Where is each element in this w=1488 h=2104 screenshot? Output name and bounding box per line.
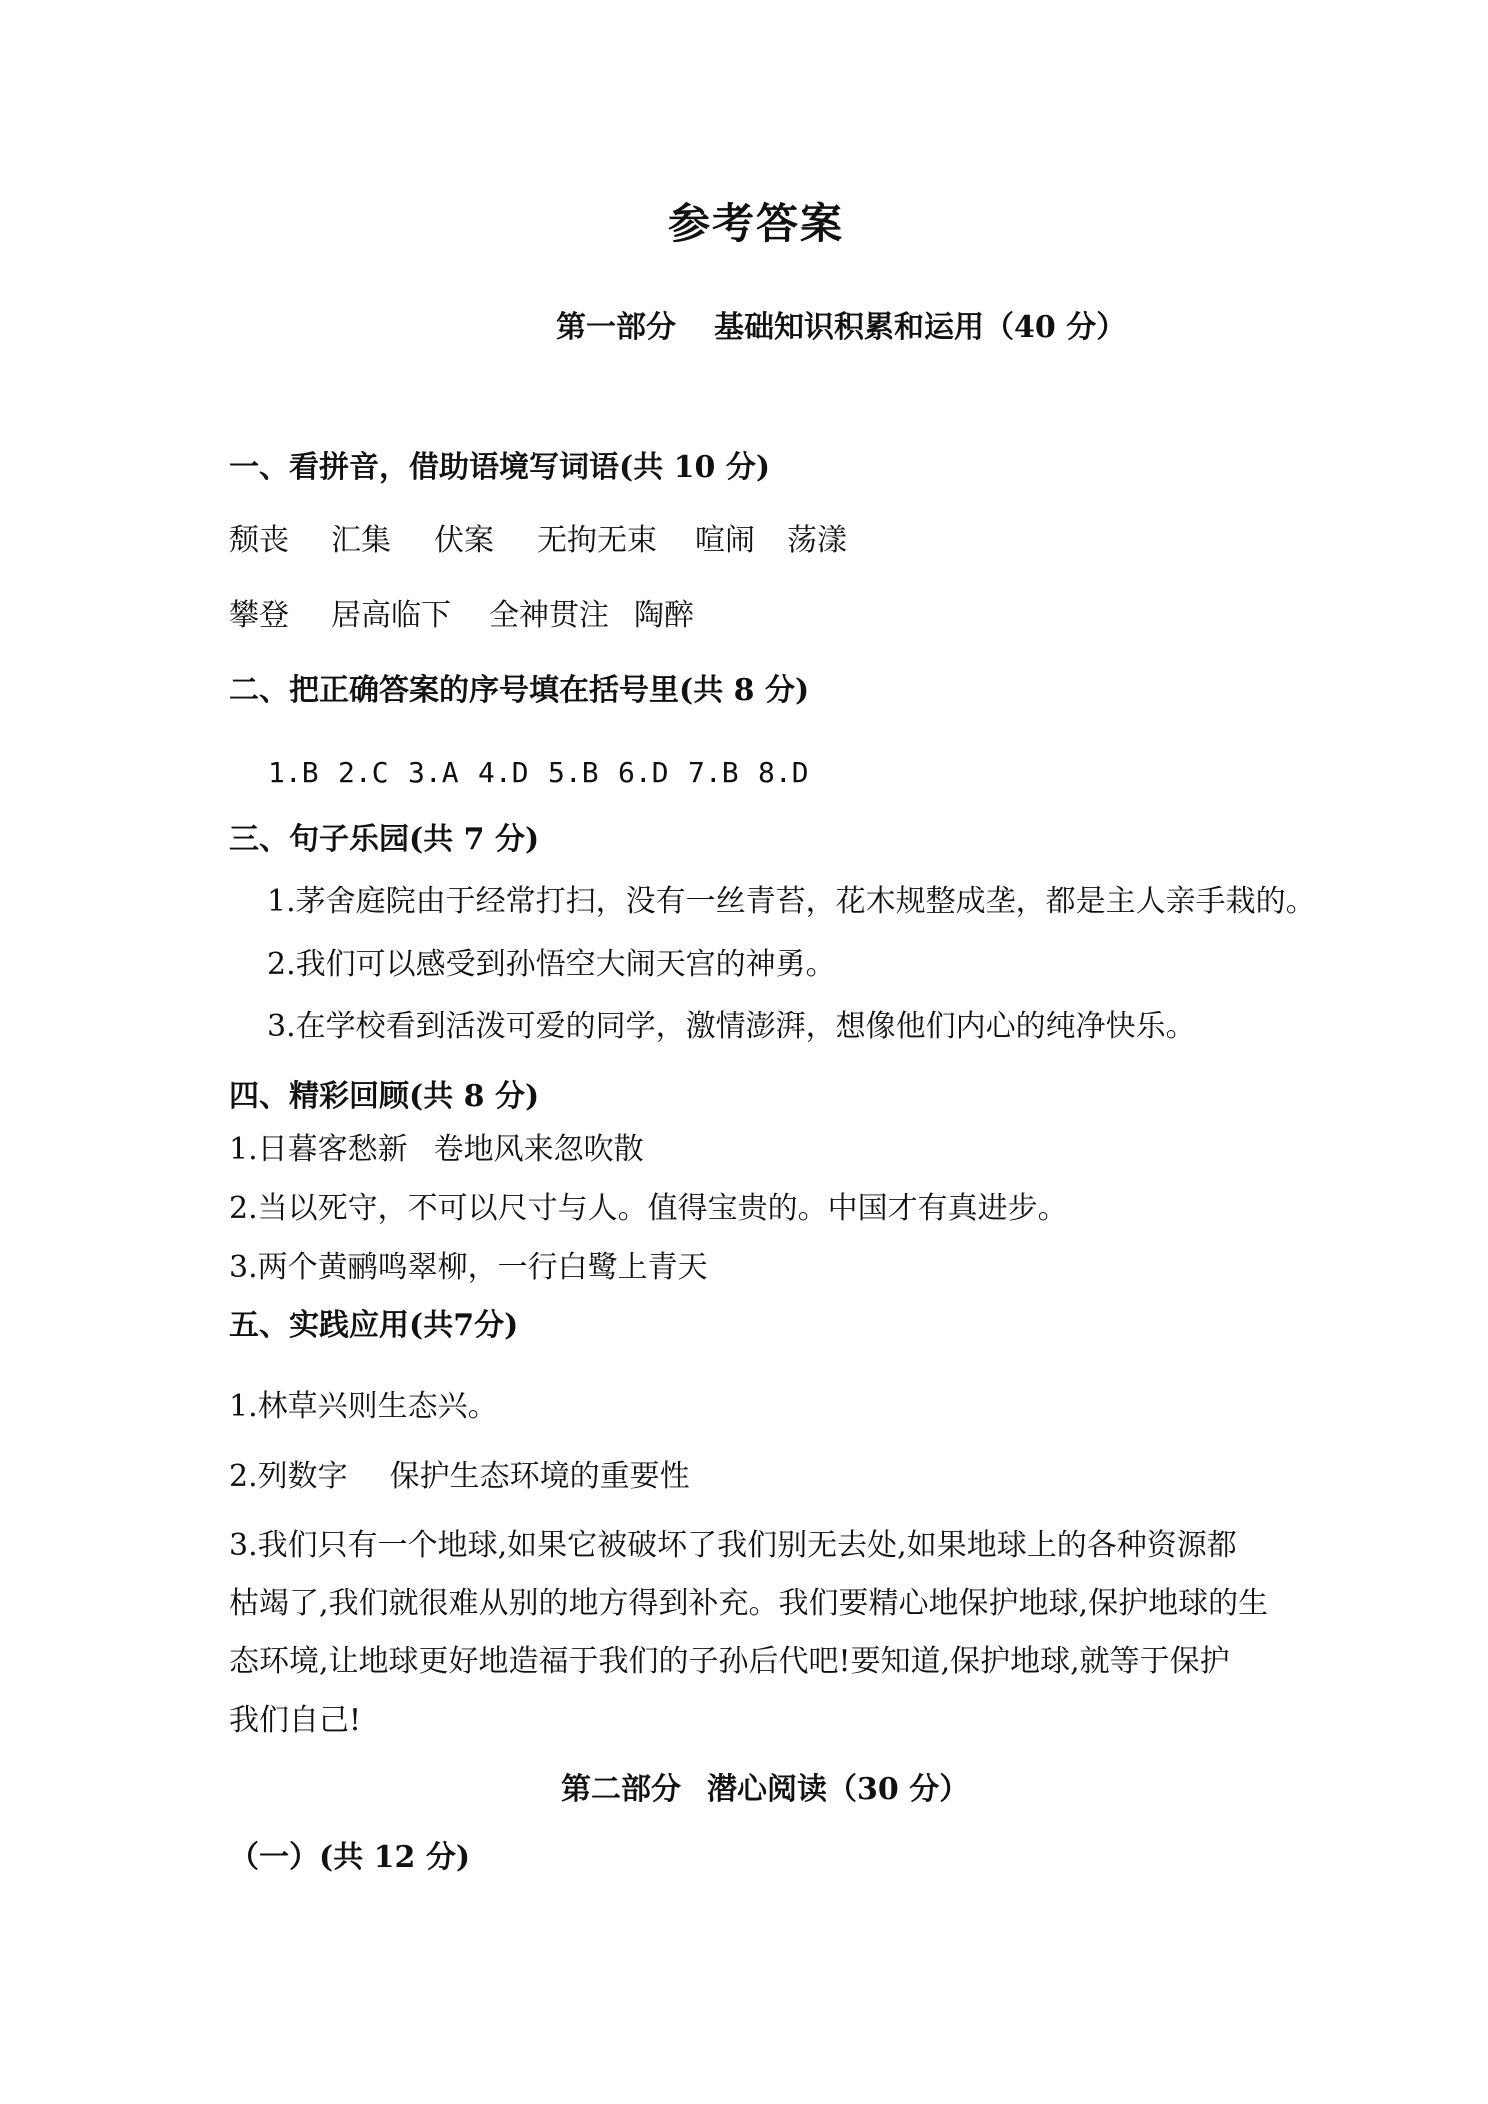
section5-item2 (229, 1457, 690, 1497)
section5-item3-line: 3.我们只有一个地球,如果它被破坏了我们别无去处,如果地球上的各种资源都 (229, 1528, 1237, 1563)
poem-line: 1.日暮客愁新 (229, 1132, 408, 1167)
section5-item1: 1.林草兴则生态兴。 (229, 1389, 498, 1424)
section1-row1 (229, 521, 847, 561)
word: 颓丧 (229, 523, 289, 558)
section5-item3-line: 我们自己! (229, 1703, 362, 1738)
answer-part: 保护生态环境的重要性 (389, 1459, 690, 1494)
part1-heading (556, 308, 1126, 348)
section4-item3: 3.两个黄鹂鸣翠柳，一行白鹭上青天 (229, 1250, 708, 1285)
part2-heading (561, 1770, 969, 1810)
part1-label: 第一部分 (556, 310, 676, 345)
section3-heading: 三、句子乐园(共 7 分) (229, 822, 540, 857)
answer-item: 5.B (548, 756, 599, 789)
section5-heading: 五、实践应用(共7分) (229, 1308, 519, 1343)
section5-item3-line: 态环境,让地球更好地造福于我们的子孙后代吧!要知道,保护地球,就等于保护 (229, 1644, 1230, 1679)
section3-item: 1.茅舍庭院由于经常打扫，没有一丝青苔，花木规整成垄，都是主人亲手栽的。 (267, 884, 1316, 919)
section5-item3-line: 枯竭了,我们就很难从别的地方得到补充。我们要精心地保护地球,保护地球的生 (229, 1586, 1269, 1621)
word: 全神贯注 (489, 598, 609, 633)
section4-item1 (229, 1130, 644, 1170)
answer-item: 6.D (618, 756, 669, 789)
word: 汇集 (331, 523, 391, 558)
section1-row2 (229, 596, 694, 636)
word: 攀登 (229, 598, 289, 633)
answer-part: 2.列数字 (229, 1459, 348, 1494)
poem-line: 卷地风来忽吹散 (433, 1132, 644, 1167)
word: 居高临下 (331, 598, 451, 633)
word: 喧闹 (695, 523, 755, 558)
section4-item2: 2.当以死守，不可以尺寸与人。值得宝贵的。中国才有真进步。 (229, 1191, 1068, 1226)
part1-name: 基础知识积累和运用（40 分） (714, 310, 1127, 345)
page-title: 参考答案 (668, 199, 845, 248)
word: 陶醉 (634, 598, 694, 633)
section2-answers (268, 753, 809, 793)
answer-item: 2.C (338, 756, 389, 789)
answer-item: 8.D (758, 756, 809, 789)
reading-sub1-heading: （一）(共 12 分) (229, 1840, 471, 1875)
part2-name: 潜心阅读（30 分） (707, 1772, 970, 1807)
section2-heading: 二、把正确答案的序号填在括号里(共 8 分) (229, 673, 810, 708)
section1-heading: 一、看拼音，借助语境写词语(共 10 分) (229, 450, 771, 485)
part2-label: 第二部分 (561, 1772, 681, 1807)
answer-item: 1.B (268, 756, 319, 789)
answer-item: 4.D (478, 756, 529, 789)
section4-heading: 四、精彩回顾(共 8 分) (229, 1079, 540, 1114)
word: 无拘无束 (537, 523, 657, 558)
section3-item: 2.我们可以感受到孙悟空大闹天宫的神勇。 (267, 947, 836, 982)
answer-item: 3.A (408, 756, 459, 789)
answer-item: 7.B (688, 756, 739, 789)
word: 荡漾 (787, 523, 847, 558)
word: 伏案 (434, 523, 494, 558)
section3-item: 3.在学校看到活泼可爱的同学，激情澎湃，想像他们内心的纯净快乐。 (267, 1009, 1196, 1044)
